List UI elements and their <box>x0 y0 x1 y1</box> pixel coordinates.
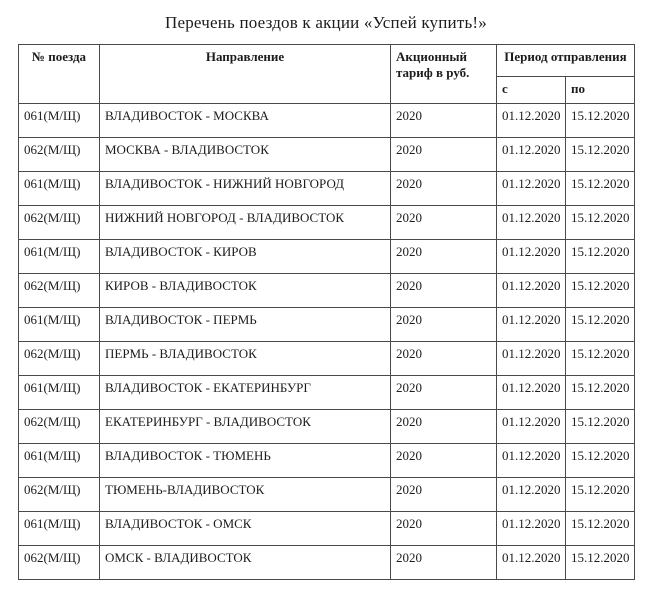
cell-direction: ОМСК - ВЛАДИВОСТОК <box>100 546 391 580</box>
cell-train: 062(М/Щ) <box>19 342 100 376</box>
cell-to: 15.12.2020 <box>566 308 635 342</box>
header-period-to: по <box>566 76 635 103</box>
cell-direction: МОСКВА - ВЛАДИВОСТОК <box>100 138 391 172</box>
cell-from: 01.12.2020 <box>497 512 566 546</box>
cell-direction: ТЮМЕНЬ-ВЛАДИВОСТОК <box>100 478 391 512</box>
cell-tariff: 2020 <box>391 308 497 342</box>
header-period-from: с <box>497 76 566 103</box>
cell-train: 061(М/Щ) <box>19 172 100 206</box>
cell-train: 061(М/Щ) <box>19 240 100 274</box>
table-row <box>19 444 635 478</box>
header-train-number: № поезда <box>19 45 100 104</box>
document-page <box>0 13 652 590</box>
cell-direction: ВЛАДИВОСТОК - ТЮМЕНЬ <box>100 444 391 478</box>
cell-from: 01.12.2020 <box>497 138 566 172</box>
header-period: Период отправления <box>497 45 635 77</box>
table-row <box>19 546 635 580</box>
cell-from: 01.12.2020 <box>497 342 566 376</box>
table-row <box>19 104 635 138</box>
cell-from: 01.12.2020 <box>497 376 566 410</box>
cell-from: 01.12.2020 <box>497 240 566 274</box>
cell-from: 01.12.2020 <box>497 104 566 138</box>
cell-from: 01.12.2020 <box>497 308 566 342</box>
table-row <box>19 206 635 240</box>
cell-direction: ВЛАДИВОСТОК - НИЖНИЙ НОВГОРОД <box>100 172 391 206</box>
cell-to: 15.12.2020 <box>566 240 635 274</box>
cell-tariff: 2020 <box>391 206 497 240</box>
cell-direction: ВЛАДИВОСТОК - КИРОВ <box>100 240 391 274</box>
header-direction: Направление <box>100 45 391 104</box>
cell-tariff: 2020 <box>391 444 497 478</box>
table-row <box>19 138 635 172</box>
cell-tariff: 2020 <box>391 172 497 206</box>
table-row <box>19 240 635 274</box>
cell-train: 062(М/Щ) <box>19 410 100 444</box>
cell-tariff: 2020 <box>391 274 497 308</box>
cell-tariff: 2020 <box>391 138 497 172</box>
cell-direction: КИРОВ - ВЛАДИВОСТОК <box>100 274 391 308</box>
cell-to: 15.12.2020 <box>566 478 635 512</box>
cell-direction: ВЛАДИВОСТОК - МОСКВА <box>100 104 391 138</box>
header-tariff: Акционный тариф в руб. <box>391 45 497 104</box>
cell-tariff: 2020 <box>391 478 497 512</box>
cell-train: 062(М/Щ) <box>19 274 100 308</box>
table-row <box>19 512 635 546</box>
cell-to: 15.12.2020 <box>566 172 635 206</box>
cell-from: 01.12.2020 <box>497 444 566 478</box>
cell-from: 01.12.2020 <box>497 206 566 240</box>
cell-to: 15.12.2020 <box>566 206 635 240</box>
cell-direction: НИЖНИЙ НОВГОРОД - ВЛАДИВОСТОК <box>100 206 391 240</box>
cell-from: 01.12.2020 <box>497 546 566 580</box>
cell-from: 01.12.2020 <box>497 172 566 206</box>
cell-train: 061(М/Щ) <box>19 308 100 342</box>
cell-train: 062(М/Щ) <box>19 546 100 580</box>
table-row <box>19 342 635 376</box>
cell-from: 01.12.2020 <box>497 410 566 444</box>
trains-table-header <box>19 45 635 104</box>
cell-tariff: 2020 <box>391 546 497 580</box>
cell-tariff: 2020 <box>391 104 497 138</box>
cell-direction: ВЛАДИВОСТОК - ОМСК <box>100 512 391 546</box>
cell-direction: ЕКАТЕРИНБУРГ - ВЛАДИВОСТОК <box>100 410 391 444</box>
page-title: Перечень поездов к акции «Успей купить!» <box>165 13 487 32</box>
cell-train: 062(М/Щ) <box>19 478 100 512</box>
cell-to: 15.12.2020 <box>566 104 635 138</box>
cell-tariff: 2020 <box>391 240 497 274</box>
cell-direction: ПЕРМЬ - ВЛАДИВОСТОК <box>100 342 391 376</box>
cell-to: 15.12.2020 <box>566 410 635 444</box>
cell-from: 01.12.2020 <box>497 274 566 308</box>
cell-tariff: 2020 <box>391 342 497 376</box>
cell-to: 15.12.2020 <box>566 342 635 376</box>
cell-train: 061(М/Щ) <box>19 444 100 478</box>
cell-train: 061(М/Щ) <box>19 376 100 410</box>
table-row <box>19 172 635 206</box>
table-row <box>19 478 635 512</box>
cell-train: 061(М/Щ) <box>19 104 100 138</box>
cell-to: 15.12.2020 <box>566 444 635 478</box>
cell-tariff: 2020 <box>391 410 497 444</box>
cell-direction: ВЛАДИВОСТОК - ПЕРМЬ <box>100 308 391 342</box>
cell-from: 01.12.2020 <box>497 478 566 512</box>
cell-tariff: 2020 <box>391 512 497 546</box>
table-row <box>19 308 635 342</box>
cell-train: 061(М/Щ) <box>19 512 100 546</box>
cell-direction: ВЛАДИВОСТОК - ЕКАТЕРИНБУРГ <box>100 376 391 410</box>
cell-train: 062(М/Щ) <box>19 138 100 172</box>
table-row <box>19 410 635 444</box>
trains-table <box>18 44 635 580</box>
trains-table-body <box>19 104 635 580</box>
table-row <box>19 376 635 410</box>
cell-tariff: 2020 <box>391 376 497 410</box>
cell-to: 15.12.2020 <box>566 512 635 546</box>
table-row <box>19 274 635 308</box>
header-row-main <box>19 45 635 77</box>
cell-train: 062(М/Щ) <box>19 206 100 240</box>
cell-to: 15.12.2020 <box>566 138 635 172</box>
cell-to: 15.12.2020 <box>566 546 635 580</box>
cell-to: 15.12.2020 <box>566 376 635 410</box>
cell-to: 15.12.2020 <box>566 274 635 308</box>
